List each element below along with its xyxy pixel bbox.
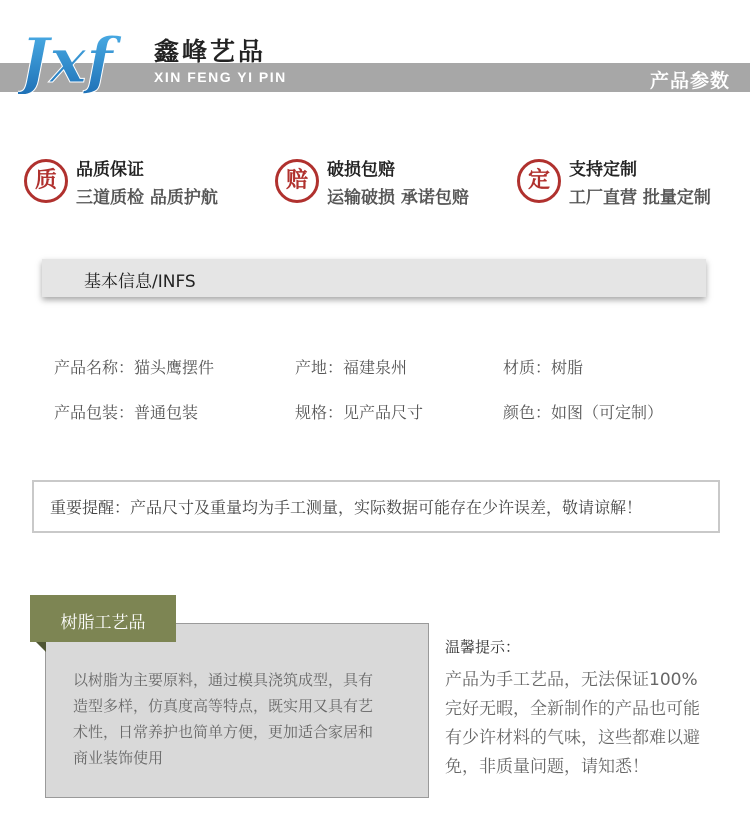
customization-badge-icon: 定 — [517, 159, 561, 203]
compensation-badge-icon: 赔 — [275, 159, 319, 203]
logo-text: Jxf — [20, 24, 113, 94]
info-spec: 规格：见产品尺寸 — [295, 403, 424, 422]
page-header — [0, 0, 750, 100]
tip-line: 产品为手工艺品，无法保证100% — [445, 670, 698, 690]
brand-name-en: XIN FENG YI PIN — [154, 69, 287, 85]
info-material: 材质：树脂 — [503, 358, 584, 377]
basic-info-header — [42, 259, 706, 297]
tip-line: 免，非质量问题，请知悉！ — [445, 757, 649, 777]
basic-info-label: 基本信息/INFS — [84, 272, 196, 292]
brand-name-cn: 鑫峰艺品 — [154, 37, 267, 66]
resin-tab-fold — [36, 642, 46, 652]
tip-text — [445, 666, 735, 782]
notice-text: 重要提醒：产品尺寸及重量均为手工测量，实际数据可能存在少许误差，敬请谅解！ — [50, 498, 643, 517]
resin-description-line: 术性，日常养护也简单方便，更加适合家居和 — [73, 723, 374, 741]
tip-line: 有少许材料的气味，这些都难以避 — [445, 728, 700, 748]
resin-description-line: 造型多样，仿真度高等特点，既实用又具有艺 — [73, 697, 374, 715]
guarantee-title: 品质保证 — [76, 160, 144, 180]
guarantee-subtitle: 工厂直营 批量定制 — [569, 188, 711, 208]
resin-description-line: 商业装饰使用 — [73, 749, 164, 767]
info-color: 颜色：如图（可定制） — [503, 403, 664, 422]
guarantee-title: 破损包赔 — [327, 160, 395, 180]
quality-badge-icon: 质 — [24, 159, 68, 203]
tip-title: 温馨提示： — [445, 638, 521, 656]
guarantee-subtitle: 运输破损 承诺包赔 — [327, 188, 469, 208]
resin-description — [73, 667, 413, 771]
brand-logo — [18, 22, 148, 94]
tip-line: 完好无暇，全新制作的产品也可能 — [445, 699, 700, 719]
resin-tab — [30, 595, 176, 642]
info-packaging: 产品包装：普通包装 — [54, 403, 199, 422]
info-product-name: 产品名称：猫头鹰摆件 — [54, 358, 215, 377]
section-title: 产品参数 — [649, 70, 730, 92]
resin-description-line: 以树脂为主要原料，通过模具浇筑成型，具有 — [73, 671, 374, 689]
notice-box — [32, 480, 720, 533]
guarantee-title: 支持定制 — [569, 160, 637, 180]
guarantee-subtitle: 三道质检 品质护航 — [76, 188, 218, 208]
info-origin: 产地：福建泉州 — [295, 358, 408, 377]
resin-tab-label: 树脂工艺品 — [60, 613, 146, 633]
